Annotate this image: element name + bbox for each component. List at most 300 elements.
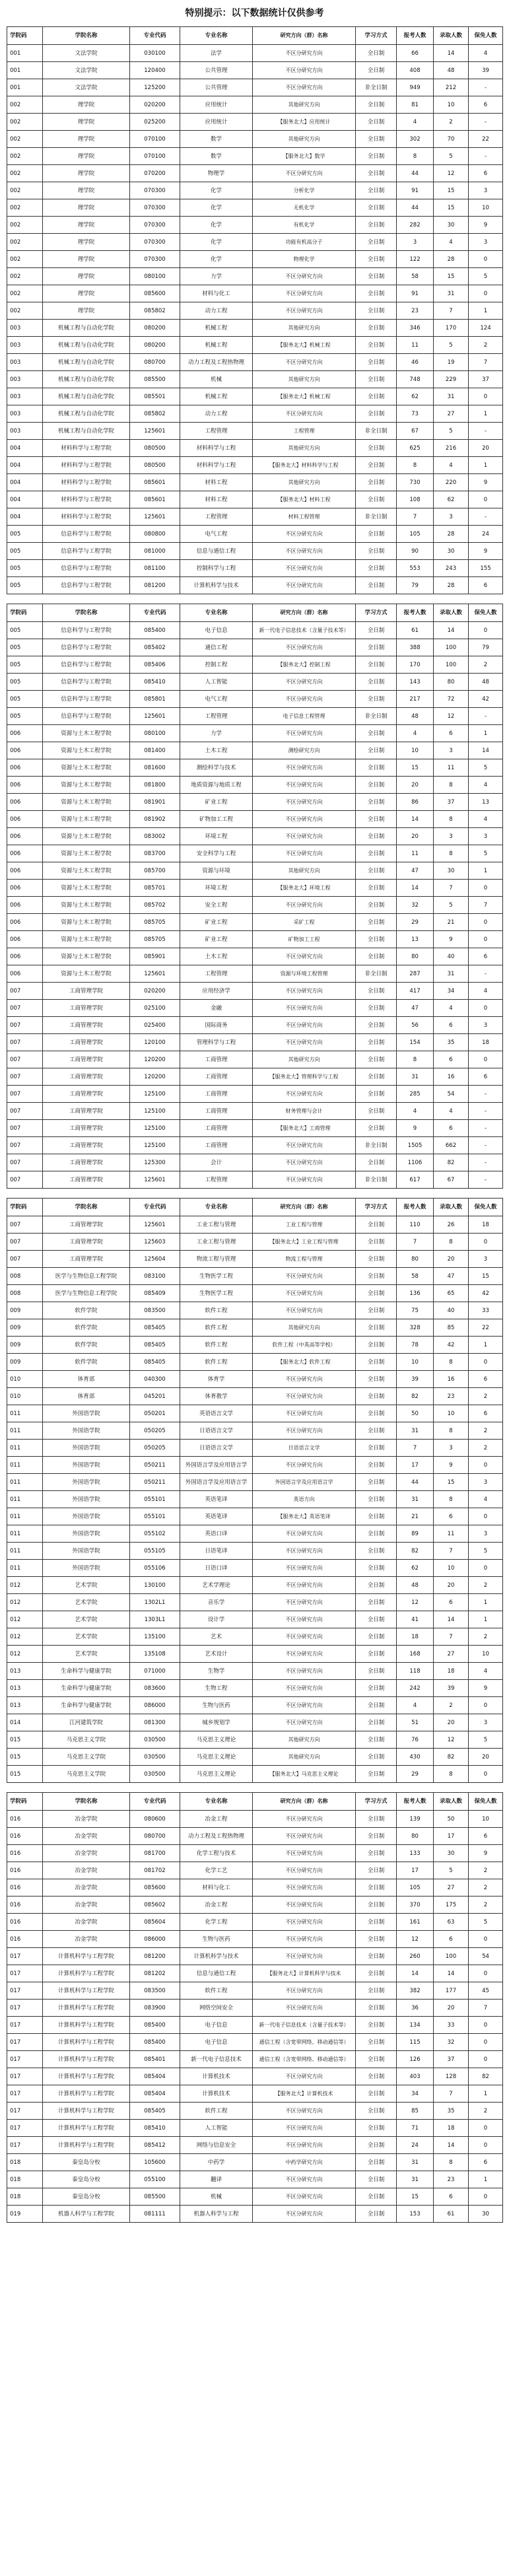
study-mode-cell: 全日制 [356, 2154, 397, 2171]
applicant-count-cell: 71 [397, 2120, 434, 2137]
college-name-cell: 资源与土木工程学院 [43, 862, 130, 880]
major-code-cell: 030500 [130, 1731, 180, 1749]
table-row [7, 1731, 503, 1749]
admitted-count-cell: 3 [434, 508, 469, 526]
table-row [7, 2206, 503, 2223]
college-code-cell: 017 [7, 2120, 43, 2137]
applicant-count-cell: 66 [397, 45, 434, 62]
college-code-cell: 006 [7, 931, 43, 948]
major-code-cell: 080500 [130, 440, 180, 457]
applicant-count-cell: 81 [397, 96, 434, 114]
major-code-cell: 081700 [130, 1845, 180, 1862]
major-code-cell: 020200 [130, 983, 180, 1000]
major-code-cell: 070100 [130, 131, 180, 148]
header-exempt-count: 保免人数 [469, 1199, 503, 1216]
research-direction-cell: 不区分研究方向 [253, 794, 356, 811]
major-code-cell: 085401 [130, 2051, 180, 2068]
applicant-count-cell: 302 [397, 131, 434, 148]
admitted-count-cell: 177 [434, 1982, 469, 2000]
table-row [7, 182, 503, 199]
major-code-cell: 081202 [130, 1965, 180, 1982]
study-mode-cell: 全日制 [356, 1931, 397, 1948]
college-code-cell: 003 [7, 354, 43, 371]
major-name-cell: 工程管理 [180, 508, 253, 526]
major-name-cell: 公共管理 [180, 79, 253, 96]
college-code-cell: 011 [7, 1560, 43, 1577]
college-code-cell: 002 [7, 114, 43, 131]
college-code-cell: 003 [7, 405, 43, 423]
table-row [7, 965, 503, 983]
exempt-count-cell: 0 [469, 285, 503, 302]
study-mode-cell: 全日制 [356, 1319, 397, 1337]
admitted-count-cell: 5 [434, 148, 469, 165]
college-name-cell: 机械工程与自动化学院 [43, 371, 130, 388]
research-direction-cell: 不区分研究方向 [253, 1017, 356, 1034]
major-name-cell: 生物与医药 [180, 1931, 253, 1948]
major-name-cell: 材料与化工 [180, 1879, 253, 1897]
major-code-cell: 085802 [130, 405, 180, 423]
study-mode-cell: 全日制 [356, 251, 397, 268]
study-mode-cell: 全日制 [356, 2120, 397, 2137]
table-row [7, 2120, 503, 2137]
college-name-cell: 资源与土木工程学院 [43, 914, 130, 931]
major-code-cell: 125100 [130, 1086, 180, 1103]
major-code-cell: 085405 [130, 1354, 180, 1371]
admitted-count-cell: 23 [434, 2171, 469, 2188]
research-direction-cell: 不区分研究方向 [253, 1525, 356, 1543]
admitted-count-cell: 15 [434, 1474, 469, 1491]
table-row [7, 508, 503, 526]
research-direction-cell: 不区分研究方向 [253, 526, 356, 543]
research-direction-cell: 不区分研究方向 [253, 1982, 356, 2000]
exempt-count-cell: 9 [469, 1845, 503, 1862]
research-direction-cell: 【服务北大】机械工程 [253, 337, 356, 354]
table-row [7, 656, 503, 674]
admitted-count-cell: 7 [434, 880, 469, 897]
admitted-count-cell: 7 [434, 302, 469, 320]
major-name-cell: 人工智能 [180, 674, 253, 691]
study-mode-cell: 全日制 [356, 1120, 397, 1137]
table-row [7, 1251, 503, 1268]
major-name-cell: 材料工程 [180, 474, 253, 491]
applicant-count-cell: 12 [397, 1931, 434, 1948]
applicant-count-cell: 32 [397, 897, 434, 914]
major-name-cell: 化学 [180, 182, 253, 199]
study-mode-cell: 全日制 [356, 199, 397, 217]
admitted-count-cell: 16 [434, 1371, 469, 1388]
table-row [7, 577, 503, 594]
college-code-cell: 017 [7, 2051, 43, 2068]
college-code-cell: 012 [7, 1628, 43, 1646]
study-mode-cell: 全日制 [356, 674, 397, 691]
college-code-cell: 002 [7, 302, 43, 320]
research-direction-cell: 不区分研究方向 [253, 285, 356, 302]
applicant-count-cell: 20 [397, 777, 434, 794]
header-applicant-count: 报考人数 [397, 1199, 434, 1216]
college-name-cell: 工商管理学院 [43, 1234, 130, 1251]
major-code-cell: 050211 [130, 1457, 180, 1474]
major-name-cell: 应用统计 [180, 114, 253, 131]
applicant-count-cell: 62 [397, 1560, 434, 1577]
admitted-count-cell: 2 [434, 114, 469, 131]
exempt-count-cell: 124 [469, 320, 503, 337]
applicant-count-cell: 86 [397, 794, 434, 811]
table-row [7, 1268, 503, 1285]
study-mode-cell: 全日制 [356, 1251, 397, 1268]
major-name-cell: 矿业工程 [180, 931, 253, 948]
college-name-cell: 信息科学与工程学院 [43, 639, 130, 656]
admitted-count-cell: 2 [434, 1697, 469, 1714]
study-mode-cell: 全日制 [356, 2171, 397, 2188]
college-code-cell: 009 [7, 1319, 43, 1337]
applicant-count-cell: 85 [397, 2103, 434, 2120]
major-name-cell: 力学 [180, 268, 253, 285]
college-name-cell: 理学院 [43, 199, 130, 217]
study-mode-cell: 全日制 [356, 1714, 397, 1731]
major-name-cell: 化学 [180, 234, 253, 251]
research-direction-cell: 【服务北大】环境工程 [253, 880, 356, 897]
major-name-cell: 测绘科学与技术 [180, 759, 253, 777]
exempt-count-cell: 4 [469, 983, 503, 1000]
study-mode-cell: 全日制 [356, 725, 397, 742]
major-code-cell: 081200 [130, 1948, 180, 1965]
exempt-count-cell: - [469, 965, 503, 983]
header-row [7, 604, 503, 622]
study-mode-cell: 全日制 [356, 1879, 397, 1897]
exempt-count-cell: 4 [469, 811, 503, 828]
exempt-count-cell: 42 [469, 1285, 503, 1302]
header-row [7, 27, 503, 45]
major-code-cell: 085600 [130, 1879, 180, 1897]
research-direction-cell: 【服务北大】材料科学与工程 [253, 457, 356, 474]
exempt-count-cell: - [469, 148, 503, 165]
exempt-count-cell: - [469, 114, 503, 131]
study-mode-cell: 全日制 [356, 1811, 397, 1828]
applicant-count-cell: 143 [397, 674, 434, 691]
table-row [7, 2085, 503, 2103]
admitted-count-cell: 8 [434, 2154, 469, 2171]
major-name-cell: 通信工程 [180, 639, 253, 656]
admitted-count-cell: 18 [434, 1663, 469, 1680]
table-row [7, 1216, 503, 1234]
college-name-cell: 工商管理学院 [43, 1154, 130, 1171]
study-mode-cell: 全日制 [356, 1828, 397, 1845]
college-code-cell: 001 [7, 79, 43, 96]
header-row [7, 1793, 503, 1811]
study-mode-cell: 全日制 [356, 983, 397, 1000]
college-name-cell: 信息科学与工程学院 [43, 560, 130, 577]
college-name-cell: 资源与土木工程学院 [43, 759, 130, 777]
major-code-cell: 055100 [130, 2171, 180, 2188]
header-study-mode: 学习方式 [356, 1199, 397, 1216]
major-name-cell: 日语语言文学 [180, 1440, 253, 1457]
applicant-count-cell: 8 [397, 1051, 434, 1068]
research-direction-cell: 不区分研究方向 [253, 1931, 356, 1948]
study-mode-cell: 全日制 [356, 1965, 397, 1982]
major-code-cell: 085402 [130, 639, 180, 656]
major-name-cell: 冶金工程 [180, 1811, 253, 1828]
college-code-cell: 004 [7, 440, 43, 457]
exempt-count-cell: 10 [469, 1646, 503, 1663]
major-code-cell: 080600 [130, 1811, 180, 1828]
exempt-count-cell: 0 [469, 622, 503, 639]
table-row [7, 828, 503, 845]
table-row [7, 1845, 503, 1862]
applicant-count-cell: 110 [397, 1216, 434, 1234]
research-direction-cell: 其他研究方向 [253, 862, 356, 880]
college-code-cell: 007 [7, 1103, 43, 1120]
college-name-cell: 材料科学与工程学院 [43, 508, 130, 526]
major-name-cell: 工商管理 [180, 1086, 253, 1103]
college-code-cell: 014 [7, 1714, 43, 1731]
applicant-count-cell: 20 [397, 828, 434, 845]
study-mode-cell: 全日制 [356, 543, 397, 560]
college-code-cell: 002 [7, 199, 43, 217]
college-code-cell: 002 [7, 165, 43, 182]
applicant-count-cell: 134 [397, 2017, 434, 2034]
study-mode-cell: 全日制 [356, 1285, 397, 1302]
exempt-count-cell: 0 [469, 1697, 503, 1714]
college-name-cell: 冶金学院 [43, 1931, 130, 1948]
major-code-cell: 080800 [130, 526, 180, 543]
college-name-cell: 理学院 [43, 131, 130, 148]
study-mode-cell: 全日制 [356, 2137, 397, 2154]
admitted-count-cell: 31 [434, 285, 469, 302]
college-code-cell: 006 [7, 862, 43, 880]
college-code-cell: 017 [7, 2085, 43, 2103]
exempt-count-cell: 6 [469, 1068, 503, 1086]
admitted-count-cell: 72 [434, 691, 469, 708]
college-name-cell: 外国语学院 [43, 1405, 130, 1422]
study-mode-cell: 全日制 [356, 1354, 397, 1371]
research-direction-cell: 其他研究方向 [253, 320, 356, 337]
admitted-count-cell: 170 [434, 320, 469, 337]
college-name-cell: 生命科学与健康学院 [43, 1663, 130, 1680]
applicant-count-cell: 44 [397, 199, 434, 217]
header-exempt-count: 保免人数 [469, 27, 503, 45]
research-direction-cell: 不区分研究方向 [253, 1034, 356, 1051]
table-row [7, 2017, 503, 2034]
college-name-cell: 工商管理学院 [43, 1086, 130, 1103]
applicant-count-cell: 260 [397, 1948, 434, 1965]
admitted-count-cell: 82 [434, 1749, 469, 1766]
applicant-count-cell: 553 [397, 560, 434, 577]
exempt-count-cell: 4 [469, 777, 503, 794]
table-row [7, 457, 503, 474]
header-college-code: 学院码 [7, 1793, 43, 1811]
college-code-cell: 006 [7, 777, 43, 794]
research-direction-cell: 不区分研究方向 [253, 560, 356, 577]
admitted-count-cell: 6 [434, 1931, 469, 1948]
section-gap [7, 1189, 503, 1199]
table-row [7, 1982, 503, 2000]
admitted-count-cell: 48 [434, 62, 469, 79]
applicant-count-cell: 51 [397, 1714, 434, 1731]
header-study-mode: 学习方式 [356, 604, 397, 622]
major-code-cell: 125100 [130, 1120, 180, 1137]
header-major-name: 专业名称 [180, 604, 253, 622]
study-mode-cell: 全日制 [356, 828, 397, 845]
major-name-cell: 金融 [180, 1000, 253, 1017]
table-row [7, 405, 503, 423]
major-code-cell: 055101 [130, 1508, 180, 1525]
college-name-cell: 冶金学院 [43, 1828, 130, 1845]
research-direction-cell: 【服务北大】工商管理 [253, 1120, 356, 1137]
major-code-cell: 085412 [130, 2137, 180, 2154]
exempt-count-cell: 0 [469, 491, 503, 508]
major-name-cell: 计算机技术 [180, 2068, 253, 2085]
admitted-count-cell: 54 [434, 1086, 469, 1103]
college-code-cell: 002 [7, 182, 43, 199]
college-code-cell: 005 [7, 708, 43, 725]
applicant-count-cell: 31 [397, 1491, 434, 1508]
major-code-cell: 085410 [130, 674, 180, 691]
table-row [7, 371, 503, 388]
admitted-count-cell: 65 [434, 1285, 469, 1302]
applicant-count-cell: 58 [397, 268, 434, 285]
study-mode-cell: 全日制 [356, 794, 397, 811]
college-name-cell: 冶金学院 [43, 1897, 130, 1914]
exempt-count-cell: 3 [469, 828, 503, 845]
exempt-count-cell: 6 [469, 165, 503, 182]
college-code-cell: 007 [7, 1017, 43, 1034]
college-name-cell: 理学院 [43, 268, 130, 285]
admitted-count-cell: 6 [434, 725, 469, 742]
admitted-count-cell: 10 [434, 1405, 469, 1422]
research-direction-cell: 不区分研究方向 [253, 268, 356, 285]
section-gap [7, 1783, 503, 1793]
study-mode-cell: 非全日制 [356, 508, 397, 526]
admitted-count-cell: 4 [434, 234, 469, 251]
study-mode-cell: 全日制 [356, 1034, 397, 1051]
college-code-cell: 011 [7, 1457, 43, 1474]
exempt-count-cell: 6 [469, 948, 503, 965]
exempt-count-cell: 48 [469, 674, 503, 691]
admitted-count-cell: 63 [434, 1914, 469, 1931]
table-row [7, 1897, 503, 1914]
table-row [7, 1371, 503, 1388]
research-direction-cell: 不区分研究方向 [253, 1611, 356, 1628]
table-row [7, 708, 503, 725]
table-row [7, 234, 503, 251]
major-code-cell: 083500 [130, 1982, 180, 2000]
major-name-cell: 化学工艺 [180, 1862, 253, 1879]
admitted-count-cell: 220 [434, 474, 469, 491]
college-code-cell: 017 [7, 2034, 43, 2051]
admitted-count-cell: 8 [434, 811, 469, 828]
applicant-count-cell: 48 [397, 708, 434, 725]
exempt-count-cell: 0 [469, 2051, 503, 2068]
major-name-cell: 材料与化工 [180, 285, 253, 302]
study-mode-cell: 全日制 [356, 114, 397, 131]
applicant-count-cell: 8 [397, 148, 434, 165]
major-name-cell: 动力工程 [180, 405, 253, 423]
applicant-count-cell: 73 [397, 405, 434, 423]
study-mode-cell: 全日制 [356, 1594, 397, 1611]
admitted-count-cell: 33 [434, 2017, 469, 2034]
college-name-cell: 马克思主义学院 [43, 1731, 130, 1749]
exempt-count-cell: 9 [469, 543, 503, 560]
college-code-cell: 006 [7, 965, 43, 983]
study-mode-cell: 全日制 [356, 1749, 397, 1766]
applicant-count-cell: 10 [397, 1354, 434, 1371]
major-name-cell: 会计 [180, 1154, 253, 1171]
table-row [7, 354, 503, 371]
table-row [7, 1319, 503, 1337]
college-code-cell: 002 [7, 234, 43, 251]
college-name-cell: 冶金学院 [43, 1811, 130, 1828]
major-code-cell: 085604 [130, 1914, 180, 1931]
exempt-count-cell: 7 [469, 897, 503, 914]
applicant-count-cell: 36 [397, 2000, 434, 2017]
table-row [7, 1560, 503, 1577]
major-name-cell: 数学 [180, 148, 253, 165]
major-name-cell: 化学工程 [180, 1914, 253, 1931]
major-code-cell: 085404 [130, 2085, 180, 2103]
exempt-count-cell: 0 [469, 1457, 503, 1474]
major-name-cell: 工业工程与管理 [180, 1234, 253, 1251]
admitted-count-cell: 212 [434, 79, 469, 96]
college-code-cell: 011 [7, 1543, 43, 1560]
major-name-cell: 安全科学与工程 [180, 845, 253, 862]
major-code-cell: 081111 [130, 2206, 180, 2223]
major-code-cell: 030500 [130, 1766, 180, 1783]
admitted-count-cell: 23 [434, 1388, 469, 1405]
admitted-count-cell: 20 [434, 2000, 469, 2017]
major-name-cell: 环境工程 [180, 880, 253, 897]
table-row [7, 2000, 503, 2017]
study-mode-cell: 全日制 [356, 1663, 397, 1680]
research-direction-cell: 不区分研究方向 [253, 2120, 356, 2137]
exempt-count-cell: - [469, 1171, 503, 1189]
admitted-count-cell: 8 [434, 777, 469, 794]
college-code-cell: 005 [7, 656, 43, 674]
table-row [7, 931, 503, 948]
applicant-count-cell: 67 [397, 423, 434, 440]
table-row [7, 388, 503, 405]
exempt-count-cell: 0 [469, 2034, 503, 2051]
study-mode-cell: 非全日制 [356, 79, 397, 96]
major-name-cell: 机械工程 [180, 388, 253, 405]
table-row [7, 148, 503, 165]
major-code-cell: 083100 [130, 1268, 180, 1285]
college-name-cell: 信息科学与工程学院 [43, 656, 130, 674]
research-direction-cell: 不区分研究方向 [253, 2171, 356, 2188]
applicant-count-cell: 3 [397, 234, 434, 251]
applicant-count-cell: 625 [397, 440, 434, 457]
major-name-cell: 英语语言文学 [180, 1405, 253, 1422]
college-name-cell: 医学与生物信息工程学院 [43, 1285, 130, 1302]
college-name-cell: 机械工程与自动化学院 [43, 337, 130, 354]
header-major-code: 专业代码 [130, 604, 180, 622]
exempt-count-cell: 1 [469, 457, 503, 474]
major-name-cell: 地质资源与地质工程 [180, 777, 253, 794]
major-code-cell: 083500 [130, 1302, 180, 1319]
admitted-count-cell: 6 [434, 1594, 469, 1611]
study-mode-cell: 全日制 [356, 1525, 397, 1543]
admitted-count-cell: 6 [434, 1017, 469, 1034]
major-code-cell: 083600 [130, 1680, 180, 1697]
research-direction-cell: 不区分研究方向 [253, 1405, 356, 1422]
study-mode-cell: 全日制 [356, 2103, 397, 2120]
college-code-cell: 010 [7, 1388, 43, 1405]
admitted-count-cell: 12 [434, 165, 469, 182]
admitted-count-cell: 8 [434, 1422, 469, 1440]
college-code-cell: 015 [7, 1749, 43, 1766]
exempt-count-cell: 54 [469, 1948, 503, 1965]
exempt-count-cell: 0 [469, 1508, 503, 1525]
study-mode-cell: 全日制 [356, 931, 397, 948]
